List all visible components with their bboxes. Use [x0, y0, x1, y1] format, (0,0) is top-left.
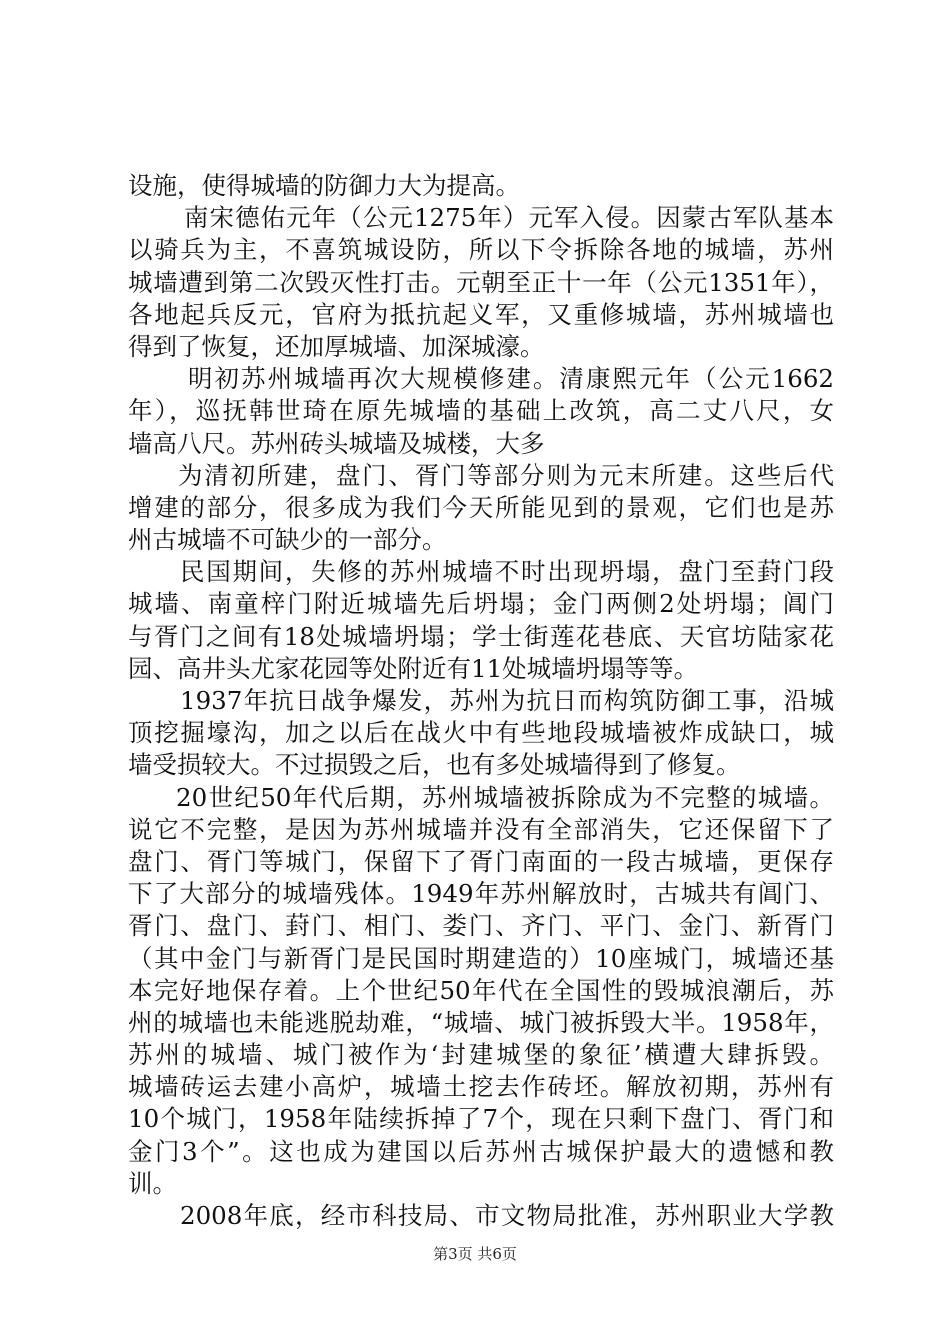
text-line: 得到了恢复，还加厚城墙、加深城濠。: [128, 331, 545, 361]
text-line: 城墙遭到第二次毁灭性打击。元朝至正十一年（公元1351年），: [128, 267, 834, 297]
text-line: 胥门、盘门、葑门、相门、娄门、齐门、平门、金门、新胥门: [128, 911, 834, 941]
text-line: 10个城门，1958年陆续拆掉了7个，现在只剩下盘门、胥门和: [128, 1104, 834, 1134]
text-line: 各地起兵反元，官府为抵抗起义军，又重修城墙，苏州城墙也: [128, 299, 834, 329]
text-line: 2008年底，经市科技局、市文物局批准，苏州职业大学教: [180, 1201, 834, 1230]
text-line: 明初苏州城墙再次大规模修建。清康熙元年（公元1662: [188, 364, 834, 394]
text-line: 说它不完整，是因为苏州城墙并没有全部消失，它还保留下了: [128, 814, 834, 844]
text-line: 南宋德佑元年（公元1275年）元军入侵。因蒙古军队基本: [184, 203, 834, 233]
text-line: 墙高八尺。苏州砖头城墙及城楼，大多: [128, 428, 545, 458]
text-line: 下了大部分的城墙残体。1949年苏州解放时，古城共有阊门、: [128, 879, 834, 909]
text-line: 为清初所建，盘门、胥门等部分则为元末所建。这些后代: [178, 460, 834, 490]
text-line: 以骑兵为主，不喜筑城设防，所以下令拆除各地的城墙，苏州: [128, 235, 834, 265]
text-line: （其中金门与新胥门是民国时期建造的）10座城门，城墙还基: [128, 943, 834, 973]
text-line: 增建的部分，很多成为我们今天所能见到的景观，它们也是苏: [128, 492, 834, 522]
text-line: 金门3个”。这也成为建国以后苏州古城保护最大的遗憾和教: [128, 1136, 834, 1166]
text-line: 墙受损较大。不过损毁之后，也有多处城墙得到了修复。: [128, 750, 741, 780]
document-body: [128, 170, 834, 1232]
text-line: 州的城墙也未能逃脱劫难，“城墙、城门被拆毁大半。1958年，: [128, 1007, 834, 1037]
text-line: 本完好地保存着。上个世纪50年代在全国性的毁城浪潮后，苏: [128, 975, 834, 1005]
text-line: 园、高井头尤家花园等处附近有11处城墙坍塌等等。: [128, 653, 699, 683]
text-line: 训。: [128, 1168, 177, 1198]
text-line: 顶挖掘壕沟，加之以后在战火中有些地段城墙被炸成缺口，城: [128, 718, 834, 748]
text-line: 盘门、胥门等城门，保留下了胥门南面的一段古城墙，更保存: [128, 846, 834, 876]
page-number-footer: 第3页 共6页: [433, 1245, 517, 1263]
text-line: 20世纪50年代后期，苏州城墙被拆除成为不完整的城墙。: [176, 782, 834, 812]
text-line: 年），巡抚韩世琦在原先城墙的基础上改筑，高二丈八尺，女: [128, 396, 834, 426]
text-line: 城墙、南童梓门附近城墙先后坍塌；金门两侧2处坍塌；阊门: [128, 589, 834, 619]
text-line: 州古城墙不可缺少的一部分。: [128, 525, 447, 555]
text-line: 1937年抗日战争爆发，苏州为抗日而构筑防御工事，沿城: [180, 686, 834, 715]
text-line: 民国期间，失修的苏州城墙不时出现坍塌，盘门至葑门段: [180, 557, 834, 587]
text-line: 设施，使得城墙的防御力大为提高。: [128, 171, 520, 200]
text-line: 苏州的城墙、城门被作为‘封建城堡的象征’横遭大肆拆毁。: [128, 1040, 834, 1070]
text-line: 与胥门之间有18处城墙坍塌；学士街莲花巷底、天官坊陆家花: [128, 621, 834, 651]
text-line: 城墙砖运去建小高炉，城墙土挖去作砖坯。解放初期，苏州有: [128, 1072, 834, 1102]
